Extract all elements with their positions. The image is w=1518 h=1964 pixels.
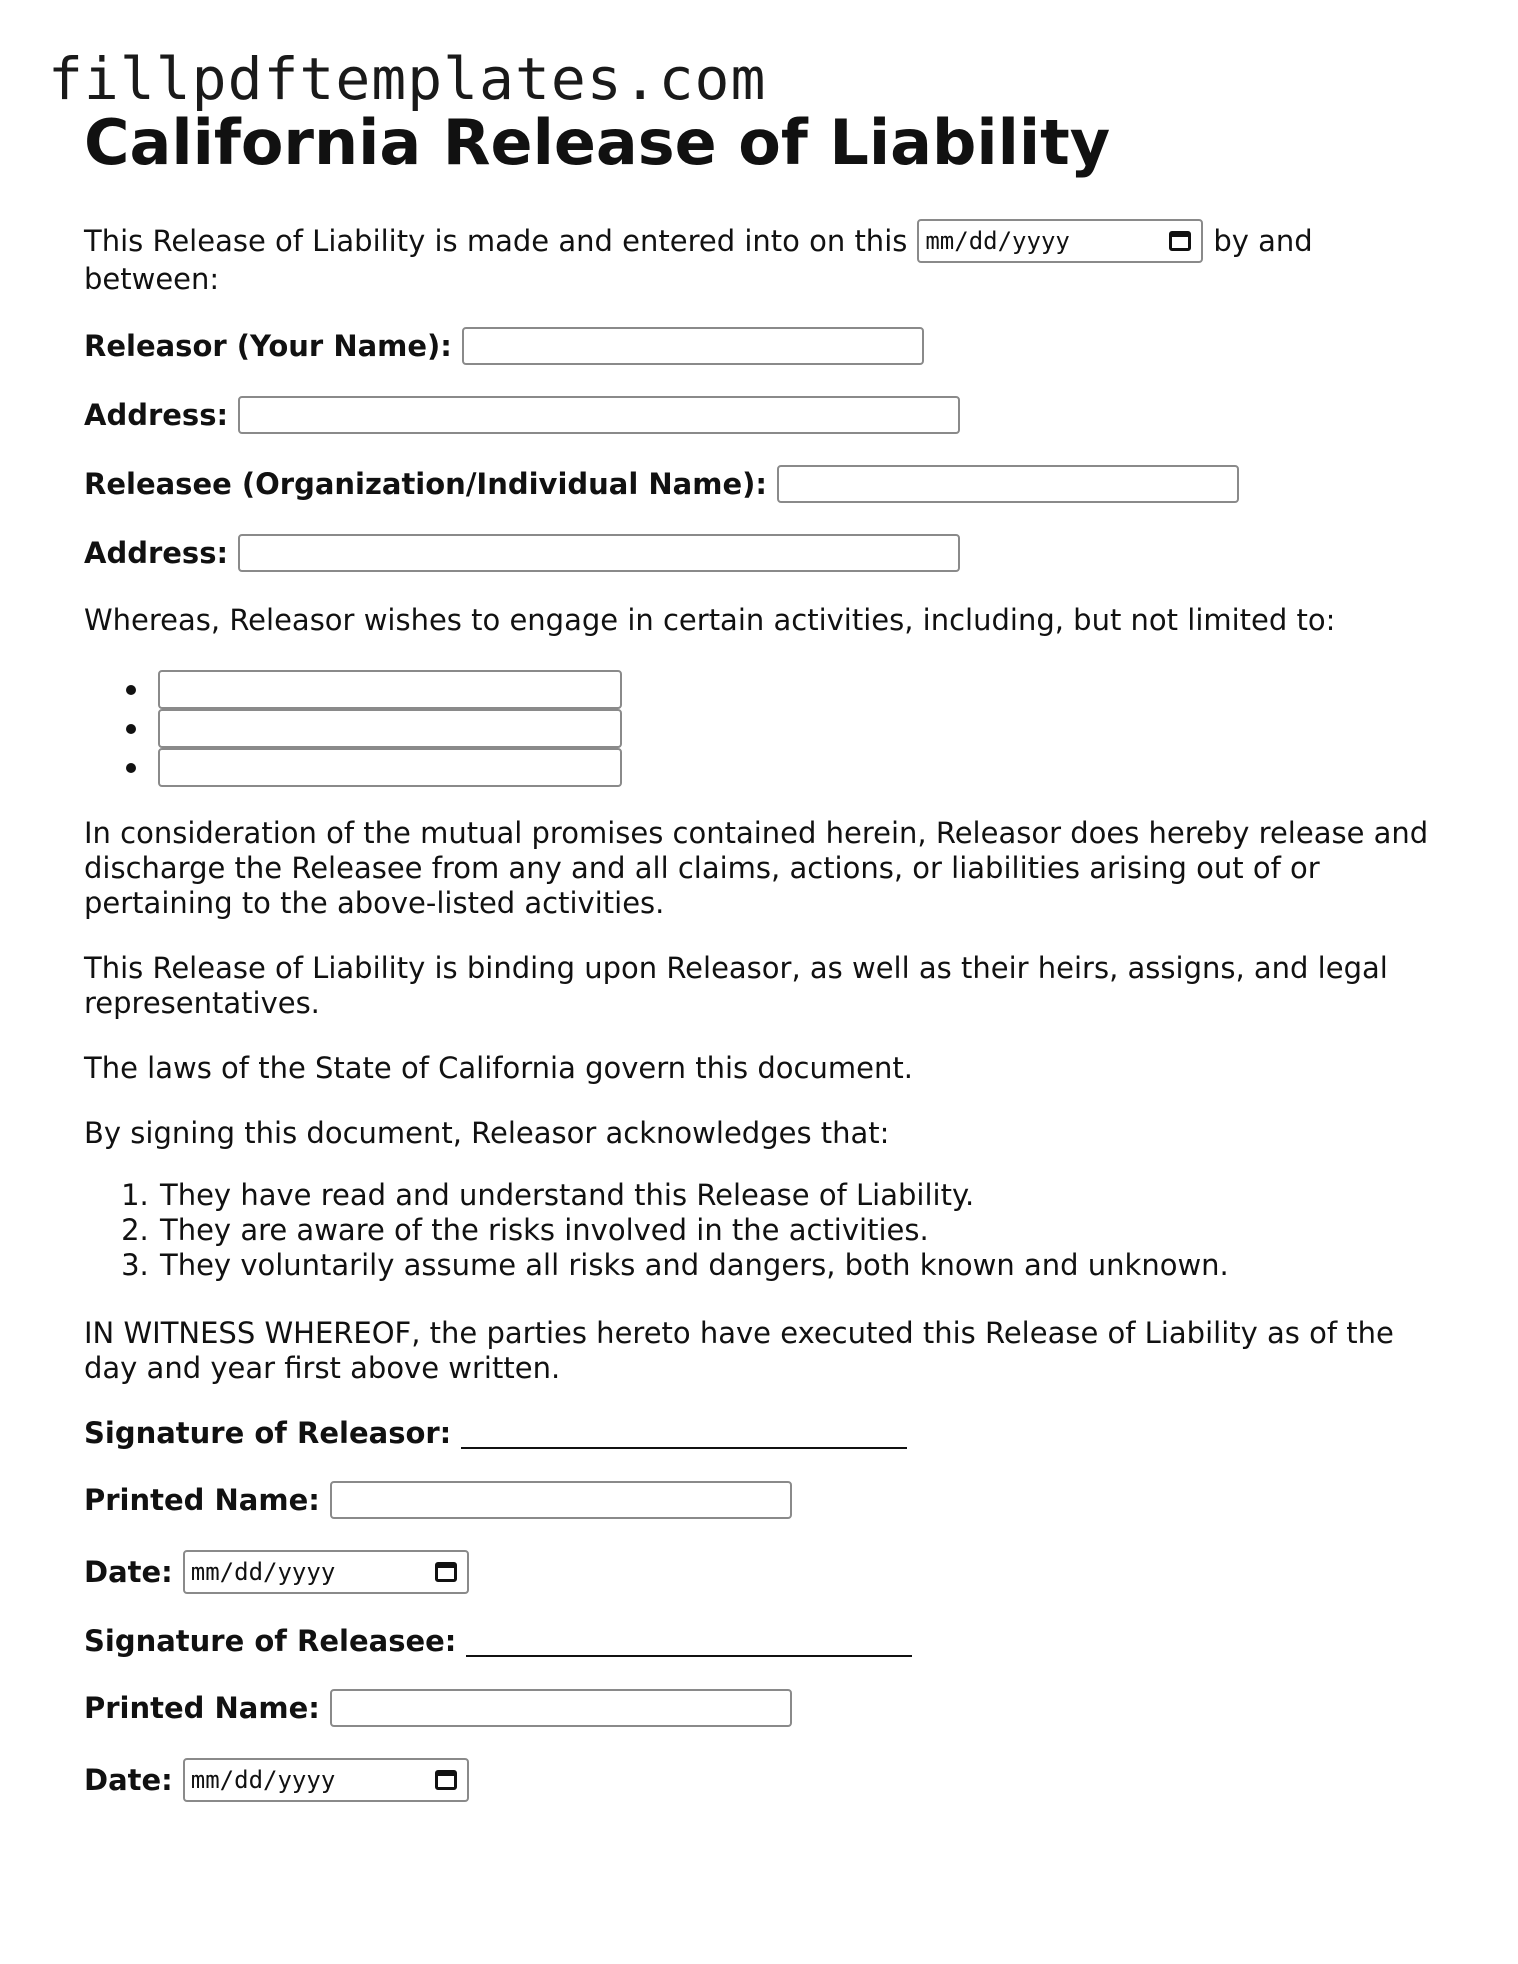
agreement-date-input[interactable] [917, 219, 1203, 263]
intro-text-after: by and [1213, 224, 1313, 258]
releasor-date-input[interactable] [183, 1550, 469, 1594]
date-label: Date: [84, 1762, 173, 1797]
releasor-printed-name-row [84, 1481, 792, 1519]
releasee-row [84, 465, 1239, 503]
activity-input-3[interactable] [158, 748, 622, 787]
activities-list [84, 670, 622, 787]
releasee-address-label: Address: [84, 535, 229, 570]
releasee-printed-name-input[interactable] [330, 1689, 792, 1727]
releasor-printed-name-input[interactable] [330, 1481, 792, 1519]
list-item: 2. They are aware of the risks involved in the activities. [158, 1213, 1229, 1248]
acknowledgements-list [84, 1178, 1229, 1283]
intro-text-line2: between: [84, 262, 220, 296]
list-item [84, 670, 622, 709]
releasee-address-row [84, 534, 960, 572]
releasee-signature-label: Signature of Releasee: [84, 1624, 457, 1658]
calendar-icon[interactable] [435, 1770, 457, 1790]
releasor-date-row [84, 1550, 469, 1594]
calendar-icon[interactable] [1169, 231, 1191, 251]
bullet-icon [126, 724, 136, 734]
releasor-address-input[interactable] [238, 396, 960, 434]
calendar-icon[interactable] [435, 1562, 457, 1582]
date-placeholder: mm/dd/yyyy [190, 1558, 336, 1586]
releasor-signature-line[interactable] [461, 1419, 907, 1449]
site-watermark: fillpdftemplates.com [48, 45, 767, 113]
releasee-date-input[interactable] [183, 1758, 469, 1802]
list-item: 1. They have read and understand this Release of Liability. [158, 1178, 1229, 1213]
list-item: 3. They voluntarily assume all risks and dangers, both known and unknown. [158, 1248, 1229, 1283]
releasor-row [84, 327, 924, 365]
releasor-signature-label: Signature of Releasor: [84, 1416, 452, 1450]
date-placeholder: mm/dd/yyyy [925, 227, 1070, 255]
releasor-label: Releasor (Your Name): [84, 328, 452, 363]
page-title: California Release of Liability [84, 106, 1111, 179]
binding-paragraph: This Release of Liability is binding upon Releasor, as well as their heirs, assigns, and legal representatives. [84, 951, 1388, 1020]
releasor-signature-row [84, 1416, 907, 1451]
activity-input-1[interactable] [158, 670, 622, 709]
date-label: Date: [84, 1554, 173, 1589]
releasee-label: Releasee (Organization/Individual Name): [84, 466, 767, 501]
acknowledge-paragraph: By signing this document, Releasor acknowledges that: [84, 1116, 890, 1150]
list-item [84, 748, 622, 787]
printed-name-label: Printed Name: [84, 1690, 320, 1725]
whereas-text: Whereas, Releasor wishes to engage in certain activities, including, but not limited to: [84, 603, 1336, 637]
releasor-address-row [84, 396, 960, 434]
releasee-address-input[interactable] [238, 534, 960, 572]
releasee-printed-name-row [84, 1689, 792, 1727]
printed-name-label: Printed Name: [84, 1482, 320, 1517]
releasor-address-label: Address: [84, 397, 229, 432]
bullet-icon [126, 685, 136, 695]
activity-input-2[interactable] [158, 709, 622, 748]
list-item [84, 709, 622, 748]
laws-paragraph: The laws of the State of California govern this document. [84, 1051, 913, 1085]
releasee-signature-row [84, 1624, 912, 1659]
consideration-paragraph: In consideration of the mutual promises contained herein, Releasor does hereby release and discharge the Releasee from any and all claims, actions, or liabilities arising out of or pertaining to the above-listed activities. [84, 816, 1429, 920]
releasee-date-row [84, 1758, 469, 1802]
witness-paragraph: IN WITNESS WHEREOF, the parties hereto have executed this Release of Liability as of the day and year first above written. [84, 1316, 1394, 1385]
releasee-signature-line[interactable] [466, 1627, 912, 1657]
releasee-name-input[interactable] [777, 465, 1239, 503]
releasor-name-input[interactable] [462, 327, 924, 365]
date-placeholder: mm/dd/yyyy [190, 1766, 336, 1794]
bullet-icon [126, 763, 136, 773]
intro-text-before: This Release of Liability is made and entered into on this [84, 224, 908, 258]
intro-line [84, 219, 1313, 263]
